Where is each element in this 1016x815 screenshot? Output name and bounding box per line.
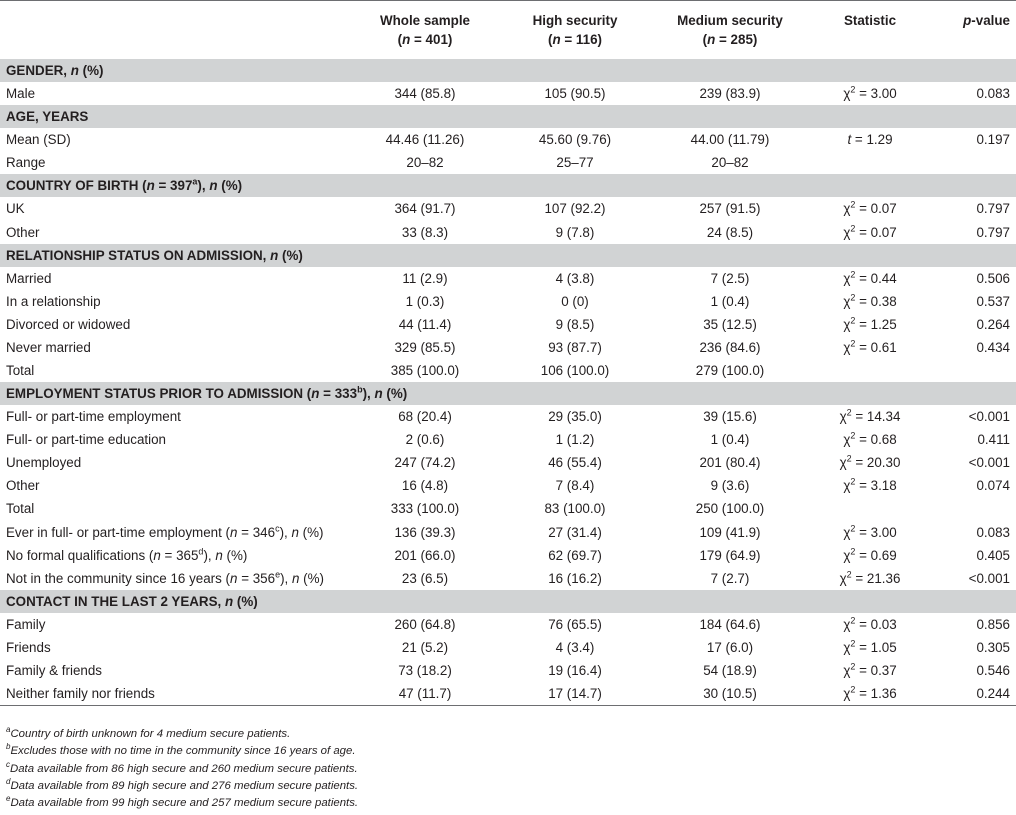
cell-high-security: 25–77 bbox=[556, 155, 594, 171]
cell-medium-security: 35 (12.5) bbox=[703, 316, 757, 332]
section-title: AGE, YEARS bbox=[6, 109, 89, 125]
table-row bbox=[0, 267, 1016, 290]
cell-whole-sample: 23 (6.5) bbox=[401, 570, 449, 586]
cell-whole-sample: 260 (64.8) bbox=[394, 616, 456, 632]
row-label: Other bbox=[6, 224, 40, 240]
cell-medium-security: 201 (80.4) bbox=[699, 455, 761, 471]
table-row bbox=[0, 336, 1016, 359]
cell-whole-sample: 201 (66.0) bbox=[394, 547, 456, 563]
header-high-security: High security (n = 116) bbox=[532, 13, 618, 47]
cell-high-security: 46 (55.4) bbox=[548, 455, 602, 471]
cell-medium-security: 239 (83.9) bbox=[699, 86, 761, 102]
row-label: Male bbox=[6, 86, 36, 102]
section-title: EMPLOYMENT STATUS PRIOR TO ADMISSION $(n = 333^b)$, n (%) bbox=[6, 384, 408, 402]
table-row bbox=[0, 613, 1016, 636]
table-row bbox=[0, 567, 1016, 590]
cell-p-value: <0.001 bbox=[968, 455, 1010, 471]
row-label: Not in the community since 16 years $(n = 356^e)$, n (%) bbox=[6, 569, 324, 586]
cell-whole-sample: 364 (91.7) bbox=[394, 201, 456, 217]
cell-p-value: 0.537 bbox=[976, 293, 1010, 309]
cell-p-value: 0.405 bbox=[976, 547, 1010, 563]
cell-p-value: 0.506 bbox=[976, 270, 1010, 286]
cell-high-security: 29 (35.0) bbox=[548, 409, 602, 425]
table-footnotes bbox=[6, 726, 358, 812]
cell-medium-security: 179 (64.9) bbox=[699, 547, 761, 563]
cell-high-security: 93 (87.7) bbox=[548, 339, 602, 355]
table-row bbox=[0, 405, 1016, 428]
cell-whole-sample: 344 (85.8) bbox=[394, 86, 456, 102]
section-header bbox=[0, 244, 1016, 267]
table-row bbox=[0, 636, 1016, 659]
cell-whole-sample: 136 (39.3) bbox=[394, 524, 456, 540]
cell-p-value: 0.083 bbox=[976, 86, 1010, 102]
cell-whole-sample: 11 (2.9) bbox=[402, 270, 448, 286]
cell-whole-sample: 44 (11.4) bbox=[398, 316, 452, 332]
cell-p-value: 0.797 bbox=[976, 224, 1010, 240]
cell-statistic: $\chi^2 = 0.68$ bbox=[843, 430, 897, 448]
cell-whole-sample: 247 (74.2) bbox=[394, 455, 456, 471]
row-label: Neither family nor friends bbox=[6, 686, 155, 702]
cell-whole-sample: 47 (11.7) bbox=[398, 686, 452, 702]
row-label: Unemployed bbox=[6, 455, 82, 471]
cell-p-value: 0.856 bbox=[976, 616, 1010, 632]
cell-p-value: 0.797 bbox=[976, 201, 1010, 217]
row-label: Range bbox=[6, 155, 46, 171]
table-row bbox=[0, 82, 1016, 105]
row-label: Married bbox=[6, 270, 52, 286]
cell-medium-security: 44.00 (11.79) bbox=[690, 132, 770, 148]
section-header bbox=[0, 59, 1016, 82]
cell-statistic: $\chi^2 = 0.07$ bbox=[843, 223, 897, 240]
row-label: Divorced or widowed bbox=[6, 316, 131, 332]
cell-medium-security: 250 (100.0) bbox=[695, 501, 765, 517]
cell-high-security: 107 (92.2) bbox=[544, 201, 606, 217]
table-row bbox=[0, 221, 1016, 244]
cell-statistic: $\chi^2 = 0.07$ bbox=[843, 200, 897, 217]
cell-p-value: 0.434 bbox=[976, 339, 1010, 355]
cell-whole-sample: 16 (4.8) bbox=[401, 478, 449, 494]
footnote: $^e$Data available from 99 high secure and 257 medium secure patients. bbox=[6, 794, 359, 810]
cell-statistic: $\chi^2 = 1.25$ bbox=[843, 315, 897, 332]
cell-medium-security: 7 (2.7) bbox=[710, 570, 750, 586]
footnote: $^a$Country of birth unknown for 4 medium secure patients. bbox=[6, 725, 291, 740]
cell-p-value: <0.001 bbox=[968, 409, 1010, 425]
footnote: $^d$Data available from 89 high secure and 276 medium secure patients. bbox=[6, 777, 359, 792]
table-row bbox=[0, 151, 1016, 174]
cell-p-value: 0.244 bbox=[976, 686, 1010, 702]
table-row bbox=[0, 428, 1016, 451]
cell-medium-security: 1 (0.4) bbox=[710, 293, 750, 309]
section-title: COUNTRY OF BIRTH $(n = 397^a)$, n (%) bbox=[6, 176, 243, 194]
cell-high-security: 4 (3.8) bbox=[555, 270, 595, 286]
cell-high-security: 45.60 (9.76) bbox=[538, 132, 612, 148]
cell-high-security: 9 (8.5) bbox=[555, 316, 595, 332]
cell-p-value: 0.197 bbox=[976, 132, 1010, 148]
row-label: In a relationship bbox=[6, 293, 101, 309]
cell-p-value: 0.264 bbox=[976, 316, 1010, 332]
cell-medium-security: 30 (10.5) bbox=[703, 686, 757, 702]
cell-whole-sample: 329 (85.5) bbox=[394, 339, 456, 355]
table-row bbox=[0, 128, 1016, 151]
cell-medium-security: 54 (18.9) bbox=[703, 663, 757, 679]
row-label: Never married bbox=[6, 339, 91, 355]
cell-high-security: 1 (1.2) bbox=[555, 432, 595, 448]
row-label: Other bbox=[6, 478, 40, 494]
table-row bbox=[0, 313, 1016, 336]
section-title: CONTACT IN THE LAST 2 YEARS, n (%) bbox=[6, 593, 258, 609]
row-label: Total bbox=[6, 501, 35, 517]
section-title: GENDER, n (%) bbox=[6, 63, 104, 78]
cell-whole-sample: 21 (5.2) bbox=[401, 639, 449, 655]
cell-p-value: 0.305 bbox=[976, 639, 1010, 655]
cell-p-value: 0.074 bbox=[976, 478, 1010, 494]
cell-statistic: $\chi^2 = 14.34$ bbox=[839, 407, 901, 425]
cell-whole-sample: 73 (18.2) bbox=[398, 663, 452, 679]
cell-high-security: 76 (65.5) bbox=[548, 616, 602, 632]
cell-statistic: $\chi^2 = 3.00$ bbox=[843, 84, 897, 102]
cell-high-security: 0 (0) bbox=[561, 293, 589, 309]
footnote: $^c$Data available from 86 high secure and 260 medium secure patients. bbox=[6, 759, 358, 775]
row-label: Friends bbox=[6, 639, 51, 655]
table-header bbox=[0, 0, 1016, 59]
cell-statistic: $\chi^2 = 21.36$ bbox=[839, 569, 901, 586]
cell-high-security: 83 (100.0) bbox=[544, 501, 606, 517]
cell-medium-security: 279 (100.0) bbox=[695, 363, 765, 379]
cell-medium-security: 17 (6.0) bbox=[706, 639, 754, 655]
cell-medium-security: 24 (8.5) bbox=[706, 224, 754, 240]
table-row bbox=[0, 544, 1016, 567]
header-medium-security: Medium security (n = 285) bbox=[677, 13, 783, 47]
cell-whole-sample: 2 (0.6) bbox=[405, 432, 445, 448]
table-row bbox=[0, 197, 1016, 220]
table-row bbox=[0, 359, 1016, 382]
cell-statistic: $\chi^2 = 1.05$ bbox=[843, 638, 897, 655]
section-header bbox=[0, 382, 1016, 405]
cell-whole-sample: 44.46 (11.26) bbox=[385, 132, 465, 148]
cell-high-security: 7 (8.4) bbox=[555, 478, 595, 494]
table-row bbox=[0, 451, 1016, 474]
cell-whole-sample: 333 (100.0) bbox=[390, 501, 460, 517]
table-row bbox=[0, 497, 1016, 520]
cell-high-security: 4 (3.4) bbox=[555, 639, 595, 655]
table-row bbox=[0, 521, 1016, 544]
row-label: Mean (SD) bbox=[6, 132, 71, 148]
cell-statistic: $\chi^2 = 0.03$ bbox=[843, 615, 897, 632]
cell-medium-security: 236 (84.6) bbox=[699, 339, 761, 355]
cell-p-value: 0.083 bbox=[976, 524, 1010, 540]
cell-high-security: 105 (90.5) bbox=[544, 86, 606, 102]
row-label: Family bbox=[6, 616, 46, 632]
cell-medium-security: 1 (0.4) bbox=[710, 432, 750, 448]
table-row bbox=[0, 682, 1016, 706]
cell-whole-sample: 33 (8.3) bbox=[401, 224, 449, 240]
cell-statistic: $\chi^2 = 3.00$ bbox=[843, 523, 897, 540]
row-label: Full- or part-time education bbox=[6, 432, 167, 448]
cell-statistic: $\chi^2 = 3.18$ bbox=[843, 476, 897, 494]
cell-whole-sample: 1 (0.3) bbox=[405, 293, 445, 309]
cell-statistic: $\chi^2 = 0.61$ bbox=[843, 338, 897, 355]
cell-statistic: $\chi^2 = 0.37$ bbox=[843, 661, 897, 679]
cell-high-security: 16 (16.2) bbox=[548, 570, 602, 586]
cell-high-security: 19 (16.4) bbox=[548, 663, 602, 679]
row-label: No formal qualifications $(n = 365^d)$, n (%) bbox=[6, 546, 248, 563]
cell-whole-sample: 385 (100.0) bbox=[390, 363, 460, 379]
cell-high-security: 9 (7.8) bbox=[555, 224, 595, 240]
section-header bbox=[0, 174, 1016, 197]
cell-whole-sample: 20–82 bbox=[406, 155, 444, 171]
cell-statistic: $\chi^2 = 0.38$ bbox=[843, 292, 897, 309]
section-header bbox=[0, 590, 1016, 613]
cell-p-value: <0.001 bbox=[968, 570, 1010, 586]
section-title: RELATIONSHIP STATUS ON ADMISSION, n (%) bbox=[6, 247, 303, 263]
cell-p-value: 0.411 bbox=[977, 432, 1010, 448]
cell-statistic: $\chi^2 = 20.30$ bbox=[839, 453, 901, 471]
cell-medium-security: 20–82 bbox=[711, 155, 749, 171]
cell-medium-security: 184 (64.6) bbox=[699, 616, 761, 632]
cell-statistic: $\chi^2 = 0.44$ bbox=[843, 269, 897, 286]
cell-high-security: 17 (14.7) bbox=[548, 686, 602, 702]
cell-medium-security: 39 (15.6) bbox=[703, 409, 757, 425]
cell-statistic: $\chi^2 = 0.69$ bbox=[843, 546, 897, 563]
cell-p-value: 0.546 bbox=[976, 663, 1010, 679]
row-label: Ever in full- or part-time employment $(n = 346^c)$, n (%) bbox=[6, 523, 324, 540]
row-label: Family & friends bbox=[6, 663, 102, 679]
cell-high-security: 106 (100.0) bbox=[540, 363, 610, 379]
table-body bbox=[0, 59, 1016, 706]
cell-high-security: 62 (69.7) bbox=[548, 547, 602, 563]
cell-statistic: t = 1.29 bbox=[847, 132, 893, 148]
cell-whole-sample: 68 (20.4) bbox=[398, 409, 452, 425]
cell-statistic: $\chi^2 = 1.36$ bbox=[843, 684, 897, 702]
row-label: UK bbox=[6, 201, 25, 217]
row-label: Full- or part-time employment bbox=[6, 409, 181, 425]
footnote: $^b$Excludes those with no time in the community since 16 years of age. bbox=[6, 742, 356, 758]
cell-high-security: 27 (31.4) bbox=[548, 524, 602, 540]
header-p-value: p-value bbox=[963, 13, 1010, 28]
table-row bbox=[0, 659, 1016, 682]
header-whole-sample: Whole sample (n = 401) bbox=[379, 13, 471, 47]
cell-medium-security: 257 (91.5) bbox=[699, 201, 761, 217]
section-header bbox=[0, 105, 1016, 128]
cell-medium-security: 9 (3.6) bbox=[710, 478, 750, 494]
cell-medium-security: 109 (41.9) bbox=[699, 524, 761, 540]
header-statistic: Statistic bbox=[843, 13, 897, 28]
row-label: Total bbox=[6, 363, 35, 379]
table-row bbox=[0, 290, 1016, 313]
table-row bbox=[0, 474, 1016, 497]
cell-medium-security: 7 (2.5) bbox=[710, 270, 750, 286]
